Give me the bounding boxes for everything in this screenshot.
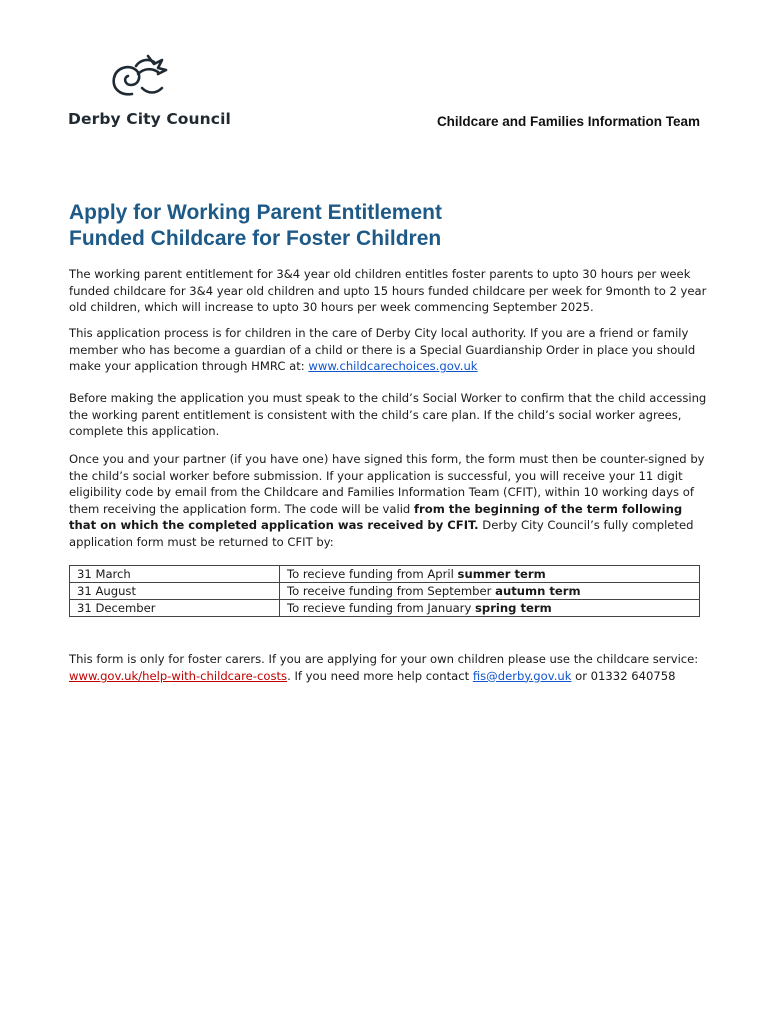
derby-ram-logo-icon <box>108 54 170 106</box>
logo-text: Derby City Council <box>68 110 231 128</box>
deadline-date: 31 August <box>70 583 280 600</box>
intro-paragraph: The working parent entitlement for 3&4 year old children entitles foster parents to upto 30 hours per week funded childcare for 3&4 year old children and upto 15 hours funded childcare per week for 9month to 2 year old children, which will increase to upto 30 hours per week commencing September 2025. <box>69 267 707 315</box>
title-line-1: Apply for Working Parent Entitlement <box>69 201 442 224</box>
deadline-term: spring term <box>475 601 552 615</box>
deadline-date: 31 December <box>70 600 280 617</box>
team-name: Childcare and Families Information Team <box>436 114 700 129</box>
childcare-choices-link[interactable]: www.childcarechoices.gov.uk <box>308 359 478 374</box>
deadlines-table <box>69 565 700 617</box>
deadline-date: 31 March <box>70 566 280 583</box>
deadline-term: autumn term <box>495 584 581 598</box>
deadline-description: To recieve funding from January spring term <box>280 600 700 617</box>
title-line-2: Funded Childcare for Foster Children <box>69 227 442 250</box>
fis-email-link[interactable]: fis@derby.gov.uk <box>472 668 572 683</box>
table-row <box>70 583 700 600</box>
deadline-term: summer term <box>457 567 546 581</box>
page-title <box>69 200 709 252</box>
deadline-description: To recieve funding from April summer term <box>280 566 700 583</box>
eligibility-paragraph <box>69 325 709 375</box>
foster-text-1: This form is only for foster carers. If you are applying for your own children please use the childcare service: <box>69 652 699 666</box>
foster-carers-paragraph <box>69 651 709 684</box>
foster-text-3: or 01332 640758 <box>571 668 676 683</box>
deadline-description: To receive funding from September autumn term <box>280 583 700 600</box>
childcare-costs-link[interactable]: www.gov.uk/help-with-childcare-costs <box>69 668 288 683</box>
social-worker-paragraph: Before making the application you must speak to the child’s Social Worker to confirm that the child accessing the working parent entitlement is consistent with the child’s care plan. If the child’s social worker agrees, complete this application. <box>69 391 707 439</box>
eligibility-text: This application process is for children in the care of Derby City local authority. If you are a friend or family member who has become a guardian of a child or there is a Special Guardianship Order in place you should make your application through HMRC at: <box>69 326 696 374</box>
submission-text-2: Derby City Council’s fully completed application form must be returned to CFIT by: <box>69 518 694 549</box>
foster-text-2: . If you need more help contact <box>287 668 473 683</box>
submission-text-1: Once you and your partner (if you have one) have signed this form, the form must then be counter-signed by the child’s social worker before submission. If your application is successful, you will receive your 11 digit eligibility code by email from the Childcare and Families Information Team (CFIT), within 10 working days of them receiving the application form. The code will be valid <box>69 452 705 516</box>
council-logo <box>68 54 231 134</box>
table-row <box>70 566 700 583</box>
submission-paragraph <box>69 451 709 551</box>
table-row <box>70 600 700 617</box>
submission-bold-text: from the beginning of the term following that on which the completed application was received by CFIT. <box>69 501 683 533</box>
